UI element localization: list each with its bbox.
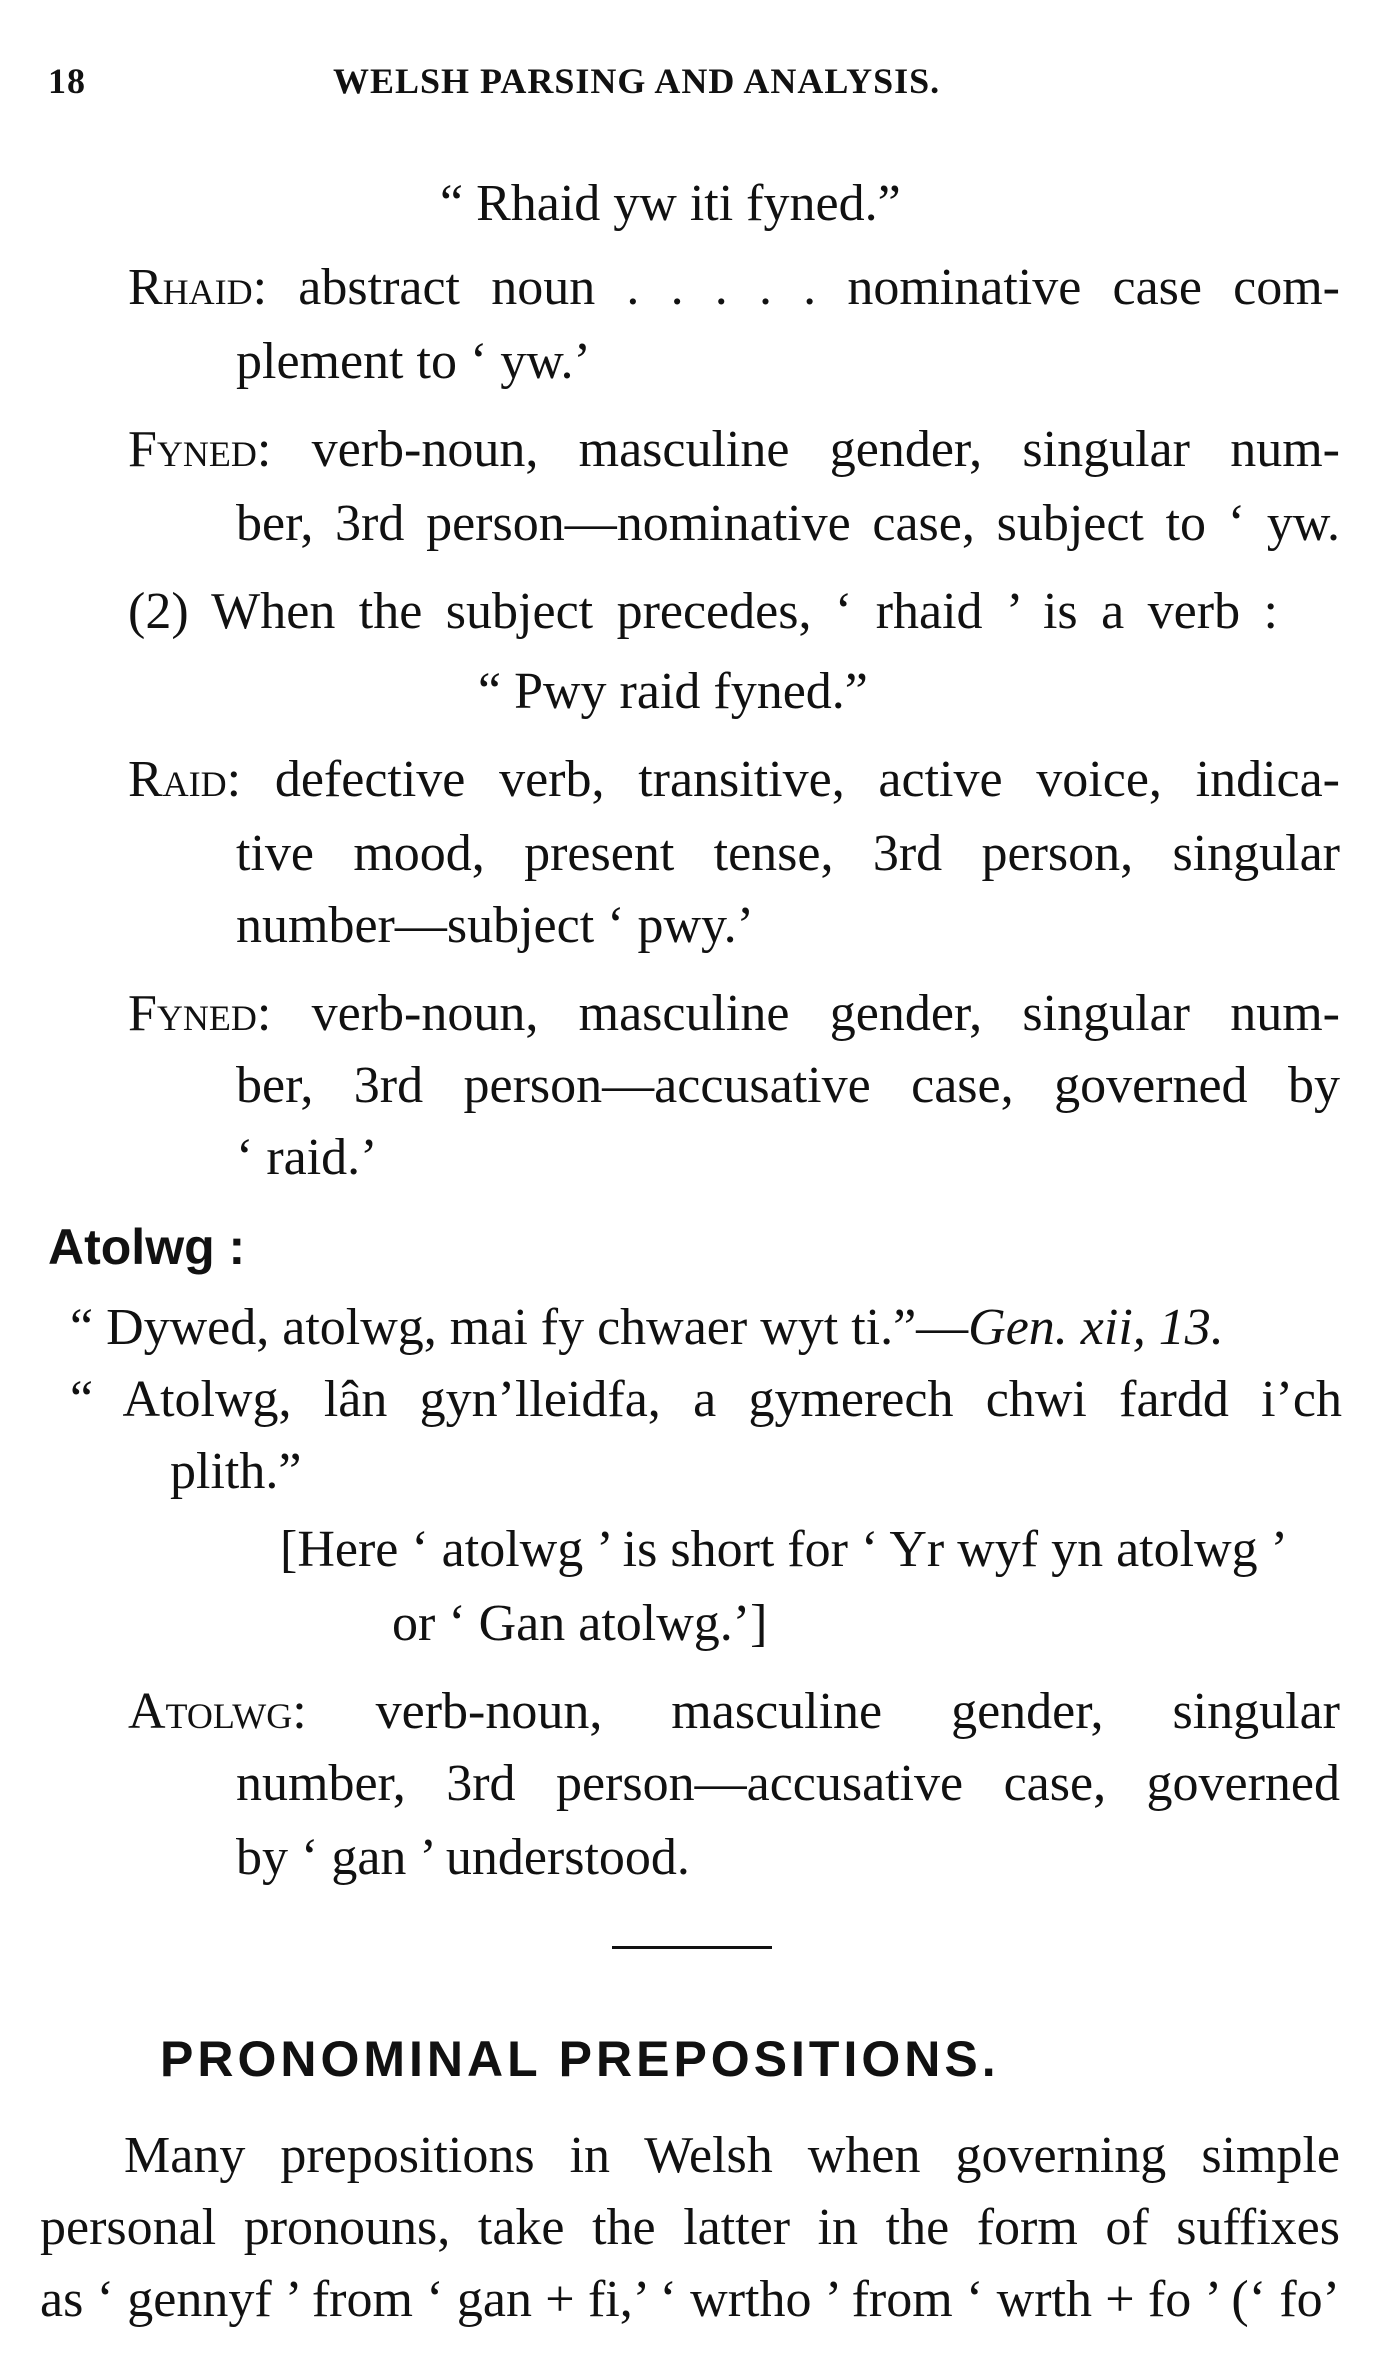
quotation-line: plith.” <box>170 1443 302 1500</box>
parse-entry-line: Atolwg: verb-noun, masculine gender, singular <box>128 1683 1340 1740</box>
parse-entry-line: ber, 3rd person—accusative case, governed by <box>236 1057 1340 1114</box>
parse-entry-line: number, 3rd person—accusative case, governed <box>236 1755 1340 1812</box>
example-sentence: “ Pwy raid fyned.” <box>478 663 868 720</box>
example-sentence: “ Rhaid yw iti fyned.” <box>440 175 901 232</box>
parse-term: Fyned <box>128 421 257 478</box>
parse-entry-line: ‘ raid.’ <box>236 1129 378 1186</box>
body-line: as ‘ gennyf ’ from ‘ gan + fi,’ ‘ wrtho ’ from ‘ wrth + fo ’ (‘ fo’ <box>40 2271 1340 2328</box>
parse-term: Atolwg <box>128 1683 293 1740</box>
parse-term: Rhaid <box>128 259 253 316</box>
parse-entry-line: tive mood, present tense, 3rd person, singular <box>236 825 1340 882</box>
bracket-note: or ‘ Gan atolwg.’] <box>392 1595 768 1652</box>
section-heading: Atolwg : <box>48 1219 246 1275</box>
quotation-line: “ Dywed, atolwg, mai fy chwaer wyt ti.”—Gen. xii, 13. <box>70 1299 1224 1356</box>
bracket-note: [Here ‘ atolwg ’ is short for ‘ Yr wyf yn atolwg ’ <box>280 1521 1288 1578</box>
parse-entry-line: Raid: defective verb, transitive, active voice, indica- <box>128 751 1340 808</box>
parse-entry-line: number—subject ‘ pwy.’ <box>236 897 754 954</box>
body-line: personal pronouns, take the latter in the form of suffixes <box>40 2199 1340 2256</box>
parse-term: Fyned <box>128 985 257 1042</box>
parse-entry-line: by ‘ gan ’ understood. <box>236 1829 690 1886</box>
parse-term: Raid <box>128 751 227 808</box>
quotation-line: “ Atolwg, lân gyn’lleidfa, a gymerech chwi fardd i’ch <box>70 1371 1342 1428</box>
parse-entry-line: Fyned: verb-noun, masculine gender, singular num- <box>128 985 1340 1042</box>
body-line: (2) When the subject precedes, ‘ rhaid ’ is a verb : <box>128 583 1278 640</box>
section-divider <box>612 1946 772 1949</box>
parse-entry-line: plement to ‘ yw.’ <box>236 333 591 390</box>
parse-entry-line: Rhaid: abstract noun . . . . . nominative case com- <box>128 259 1340 316</box>
running-title: WELSH PARSING AND ANALYSIS. <box>333 61 941 101</box>
parse-entry-line: ber, 3rd person—nominative case, subject to ‘ yw. <box>236 495 1340 552</box>
page-number: 18 <box>48 61 86 101</box>
section-title: PRONOMINAL PREPOSITIONS. <box>160 2031 1000 2087</box>
citation: Gen. xii, 13. <box>968 1299 1224 1356</box>
body-line: Many prepositions in Welsh when governing simple <box>124 2127 1340 2184</box>
parse-entry-line: Fyned: verb-noun, masculine gender, singular num- <box>128 421 1340 478</box>
